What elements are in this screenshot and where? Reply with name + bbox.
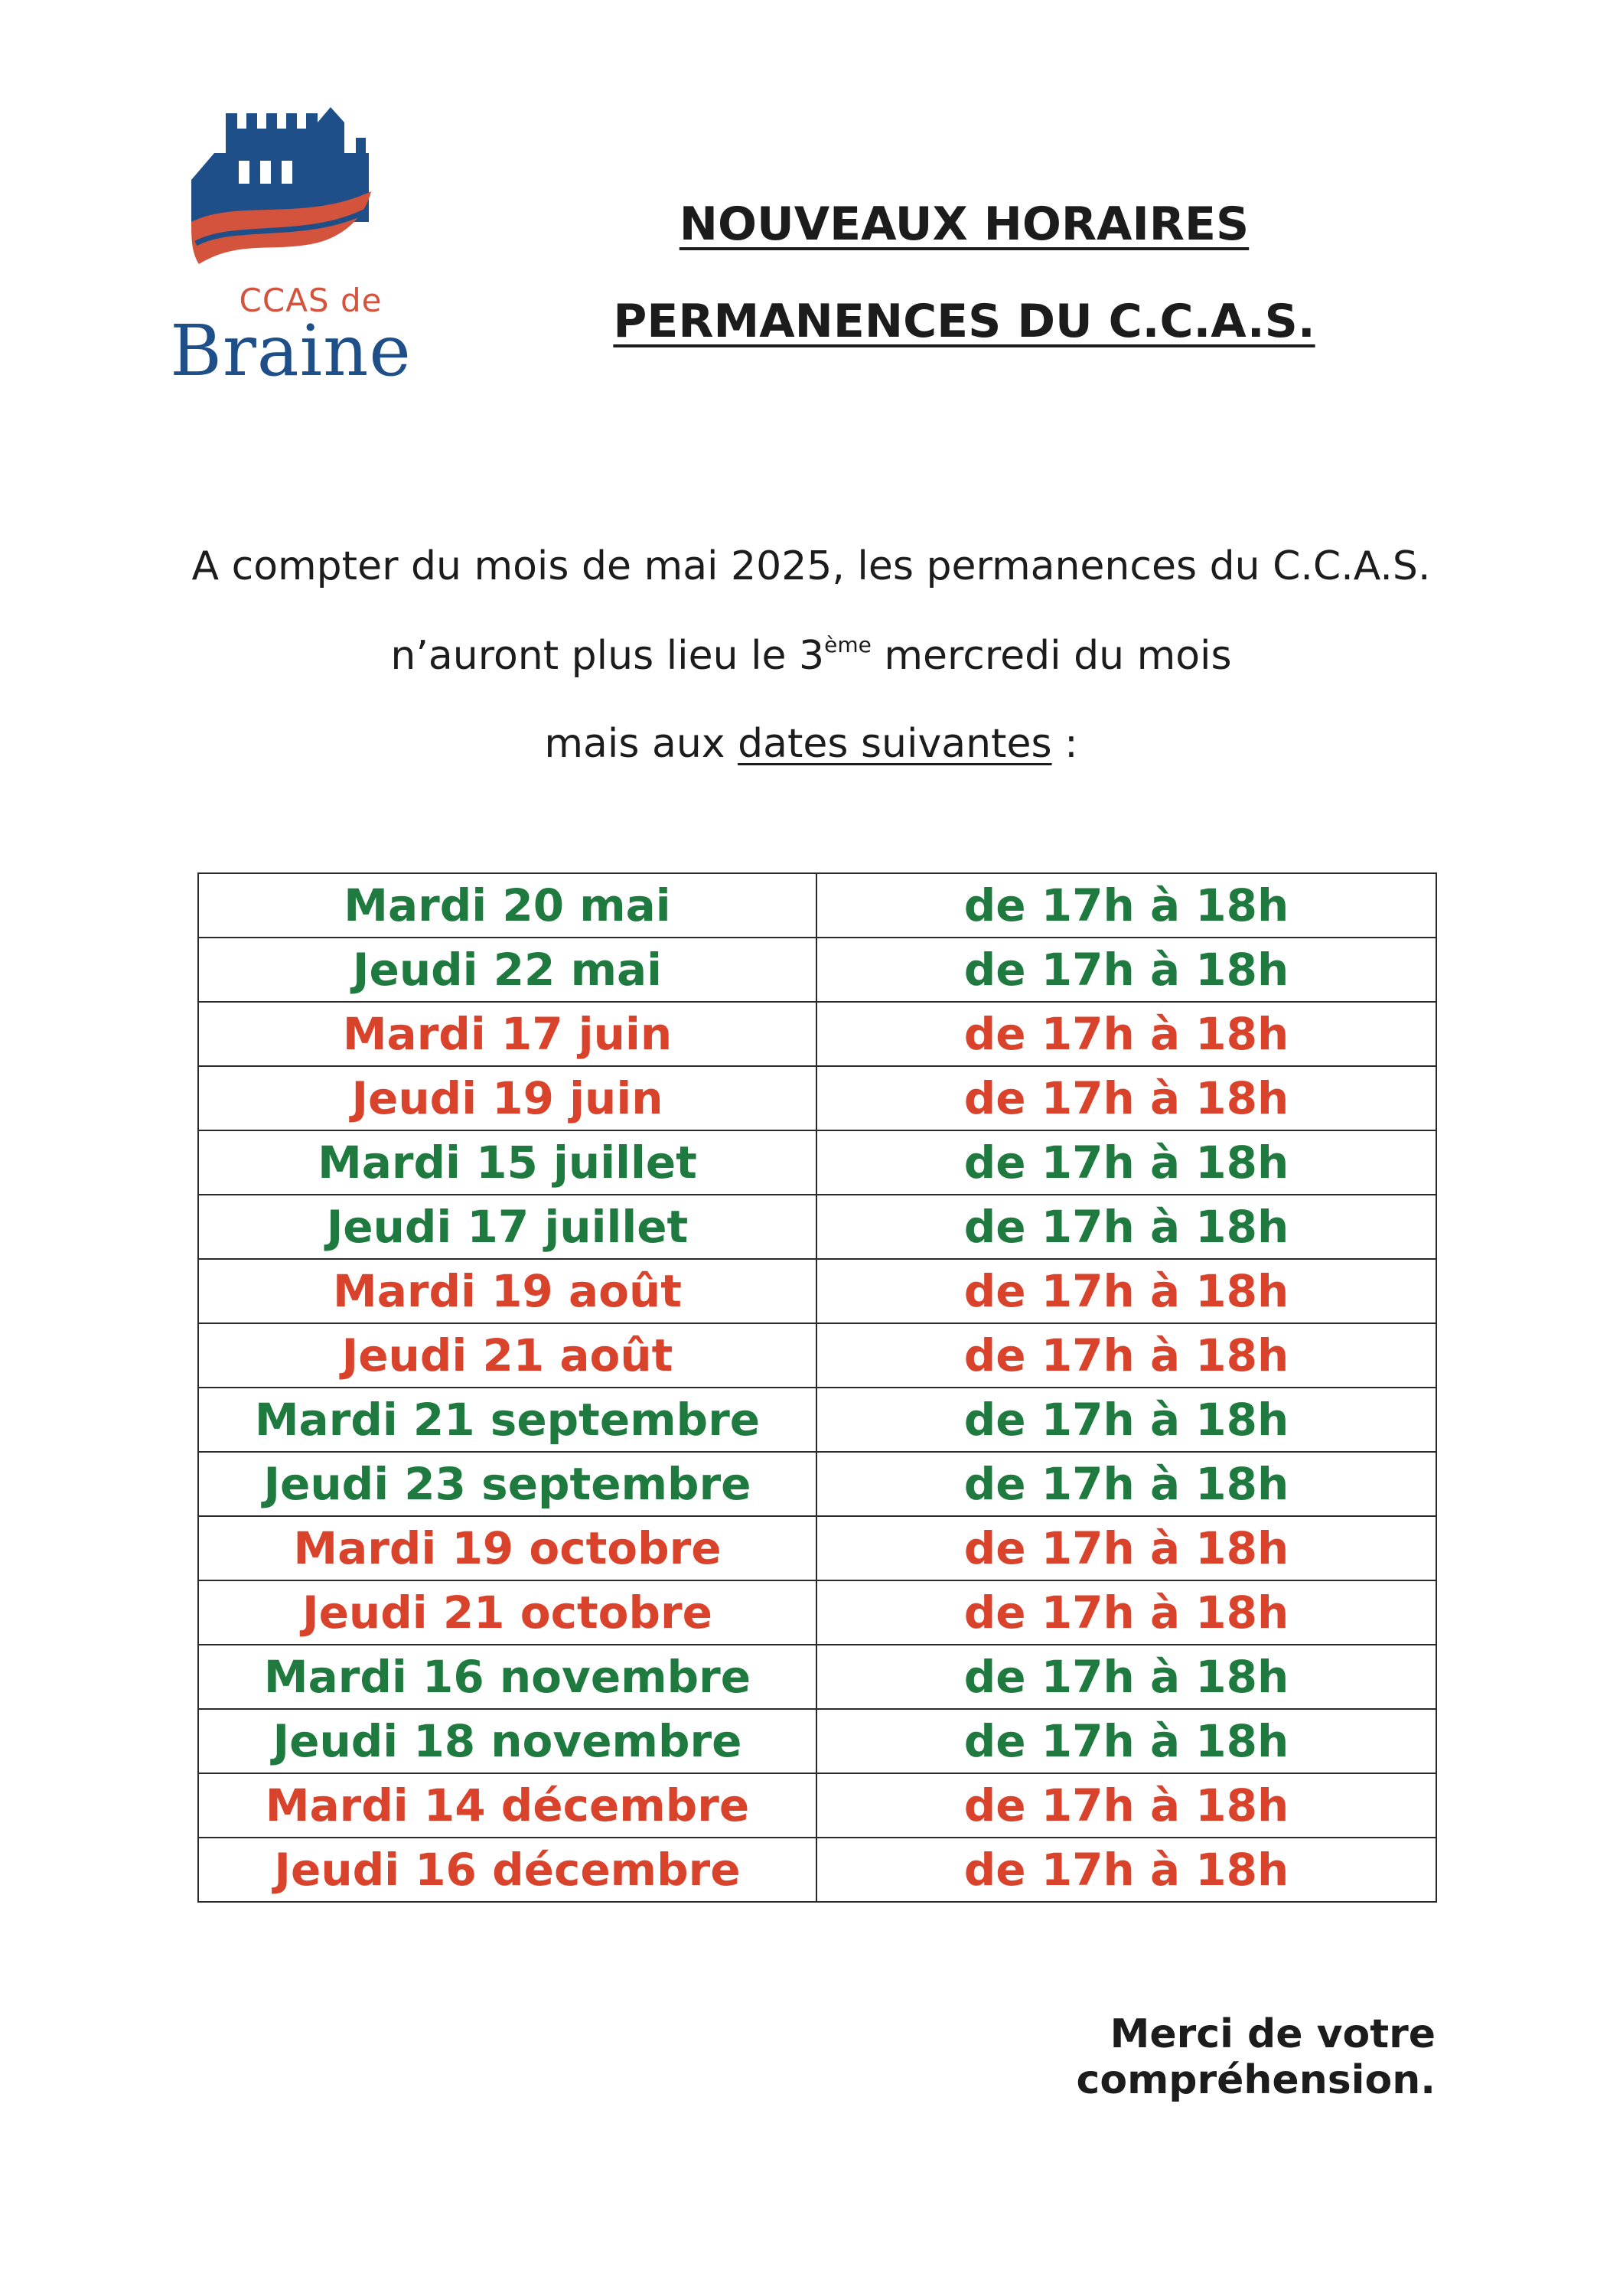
date-cell: Mardi 14 décembre [198,1773,816,1838]
schedule-table [197,872,1437,1903]
table-row [198,1516,1436,1580]
table-row [198,1130,1436,1195]
intro-line-3-start: mais aux [544,721,738,767]
time-cell: de 17h à 18h [816,1709,1436,1773]
table-row [198,1195,1436,1259]
logo-text-braine: Braine [170,310,412,392]
time-cell: de 17h à 18h [816,1195,1436,1259]
intro-line-3 [122,721,1500,767]
table-row [198,873,1436,938]
table-row [198,1838,1436,1902]
time-cell: de 17h à 18h [816,1516,1436,1580]
date-cell: Mardi 16 novembre [198,1645,816,1709]
intro-line-3-underlined: dates suivantes [738,721,1052,767]
table-row [198,1709,1436,1773]
date-cell: Jeudi 18 novembre [198,1709,816,1773]
intro-line-2-start: n’auront plus lieu le 3 [390,633,825,679]
time-cell: de 17h à 18h [816,1130,1436,1195]
table-row [198,938,1436,1002]
time-cell: de 17h à 18h [816,1645,1436,1709]
time-cell: de 17h à 18h [816,1773,1436,1838]
date-cell: Jeudi 21 août [198,1323,816,1388]
time-cell: de 17h à 18h [816,1002,1436,1066]
ordinal-superscript: ème [824,632,872,657]
closing-message: Merci de votre compréhension. [1076,2011,1436,2103]
date-cell: Mardi 21 septembre [198,1388,816,1452]
table-row [198,1645,1436,1709]
time-cell: de 17h à 18h [816,1259,1436,1323]
date-cell: Mardi 15 juillet [198,1130,816,1195]
table-row [198,1323,1436,1388]
intro-line-2-end: mercredi du mois [871,633,1232,679]
intro-line-2 [122,632,1500,679]
table-row [198,1066,1436,1130]
date-cell: Jeudi 17 juillet [198,1195,816,1259]
time-cell: de 17h à 18h [816,1323,1436,1388]
page-title: NOUVEAUX HORAIRES [679,197,1250,251]
time-cell: de 17h à 18h [816,1580,1436,1645]
date-cell: Mardi 19 octobre [198,1516,816,1580]
castle-river-emblem-icon [191,107,375,283]
intro-line-1: A compter du mois de mai 2025, les permanences du C.C.A.S. [191,543,1431,589]
table-row [198,1773,1436,1838]
date-cell: Mardi 19 août [198,1259,816,1323]
date-cell: Jeudi 16 décembre [198,1838,816,1902]
date-cell: Jeudi 19 juin [198,1066,816,1130]
time-cell: de 17h à 18h [816,1452,1436,1516]
time-cell: de 17h à 18h [816,1838,1436,1902]
time-cell: de 17h à 18h [816,1066,1436,1130]
time-cell: de 17h à 18h [816,873,1436,938]
page-subtitle: PERMANENCES DU C.C.A.S. [613,295,1315,348]
date-cell: Mardi 17 juin [198,1002,816,1066]
table-row [198,1580,1436,1645]
intro-line-3-end: : [1051,721,1078,767]
table-row [198,1002,1436,1066]
ccas-logo [153,107,413,398]
date-cell: Jeudi 21 octobre [198,1580,816,1645]
date-cell: Jeudi 23 septembre [198,1452,816,1516]
date-cell: Mardi 20 mai [198,873,816,938]
table-row [198,1388,1436,1452]
table-row [198,1452,1436,1516]
date-cell: Jeudi 22 mai [198,938,816,1002]
table-row [198,1259,1436,1323]
time-cell: de 17h à 18h [816,938,1436,1002]
logo-text-ccas: CCAS de [239,282,383,319]
time-cell: de 17h à 18h [816,1388,1436,1452]
